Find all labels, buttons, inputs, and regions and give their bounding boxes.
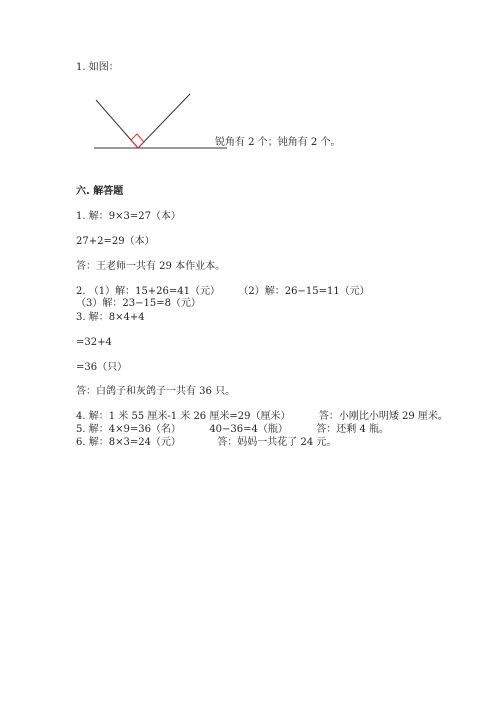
answer-2: [76, 286, 394, 310]
answer-1-line-3: 答：王老师一共有 29 本作业本。: [76, 261, 226, 272]
answer-2-part-2: （2）解：26−15=11（元）: [238, 286, 370, 297]
answer-4-calc: 4. 解：1 米 55 厘米-1 米 26 厘米=29（厘米）: [76, 411, 291, 422]
answer-1-line-1: 1. 解：9×3=27（本）: [76, 211, 181, 222]
answer-2-part-3: （3）解：23−15=8（元）: [76, 298, 201, 309]
answer-2-part-1: 2. （1）解：15+26=41（元）: [76, 286, 221, 297]
answer-1-line-2: 27+2=29（本）: [76, 236, 155, 247]
angle-figure: [90, 92, 230, 152]
right-ray: [138, 94, 190, 148]
answer-3-line-2: =32+4: [76, 337, 112, 348]
answer-5-answer: 答：还剩 4 瓶。: [316, 424, 389, 435]
answer-4-answer: 答：小刚比小明矮 29 厘米。: [318, 411, 448, 422]
question-1-answer: 锐角有 2 个；钝角有 2 个。: [215, 137, 341, 148]
answer-4: [76, 411, 448, 423]
answer-5-calc-2: 40−36=4（瓶）: [209, 424, 288, 435]
answer-3-line-1: 3. 解：8×4+4: [76, 312, 145, 323]
answer-3-line-3: =36（只）: [76, 362, 128, 373]
answer-5: [76, 424, 389, 436]
answer-6-calc: 6. 解：8×3=24（元）: [76, 437, 181, 448]
answer-5-calc-1: 5. 解：4×9=36（名）: [76, 424, 181, 435]
right-angle-marker: [131, 134, 144, 148]
answer-6-answer: 答：妈妈一共花了 24 元。: [217, 437, 337, 448]
answer-6: [76, 437, 336, 449]
question-1-label: 1. 如图：: [76, 62, 119, 73]
answer-3-line-4: 答：白鸽子和灰鸽子一共有 36 只。: [76, 386, 236, 397]
section-6-title: 六. 解答题: [76, 186, 124, 197]
